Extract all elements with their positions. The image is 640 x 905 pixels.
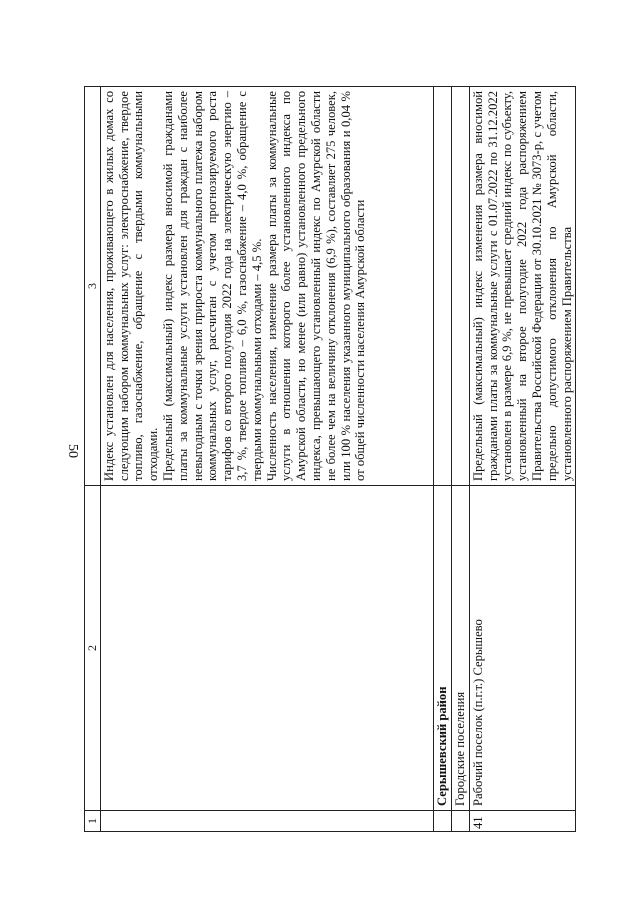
paragraph-population: Численность населения, изменение размера платы за коммунальные услуги в отношении которого более установленного индекса по Амурской области, но менее (или равно) установленного предельного индекса, превышающего установленный индекс по Амурской области не более чем на величину отклонения (6,9 %), составляет 275 человек, или 100 % населения указанного муниципального образования и 0,04 % от общей численности населения Амурской области	[264, 91, 368, 481]
header-col-3: 3	[85, 87, 101, 486]
district-text-cell	[433, 87, 451, 486]
rotated-table-container	[84, 86, 572, 832]
district-num-cell	[433, 811, 451, 832]
page-number: 50	[65, 444, 80, 458]
continuation-num-cell	[100, 811, 433, 832]
continuation-row	[100, 87, 433, 832]
subheading-text-cell	[451, 87, 469, 486]
paragraph-max-index: Предельный (максимальный) индекс размера вносимой гражданами платы за коммунальные услуги установлен для граждан с наиболее невыгодным с точки зрения прироста коммунального платежа набором коммунальных услуг, рассчитан с учетом прогнозируемого роста тарифов со второго полугодия 2022 года на электрическую энергию – 3,7 %, твердое топливо – 6,0 %, газоснабжение – 4,0 %, обращение с твердыми коммунальными отходами – 4,5 %.	[160, 91, 264, 481]
header-col-1: 1	[85, 811, 101, 832]
row-41-text: Предельный (максимальный) индекс изменения размера вносимой гражданами платы за коммунальные услуги с 01.07.2022 по 31.12.2022 установлен в размере 6,9 %, не превышает средний индекс по субъекту, установленный на второе полугодие 2022 года распоряжением Правительства Российской Федерации от 30.10.2021 № 3073-р, с учетом предельно допустимого отклонения по Амурской области, установленного распоряжением Правительства	[469, 87, 576, 486]
district-name: Серышевский район	[433, 486, 451, 811]
subheading-row	[451, 87, 469, 832]
district-row	[433, 87, 451, 832]
subheading-label: Городские поселения	[451, 486, 469, 811]
row-41	[469, 87, 576, 832]
row-41-name: Рабочий поселок (п.г.т.) Серышево	[469, 486, 576, 811]
continuation-name-cell	[100, 486, 433, 811]
header-col-2: 2	[85, 486, 101, 811]
continuation-text-cell	[100, 87, 433, 486]
paragraph-indicator-set: Индекс установлен для населения, проживающего в жилых домах со следующим набором коммунальных услуг: электроснабжение, твердое топливо, газоснабжение, обращение с твердыми коммунальными отходами.	[101, 91, 161, 481]
index-table	[84, 86, 576, 832]
table-header-row	[85, 87, 101, 832]
row-41-number: 41	[469, 811, 576, 832]
subheading-num-cell	[451, 811, 469, 832]
